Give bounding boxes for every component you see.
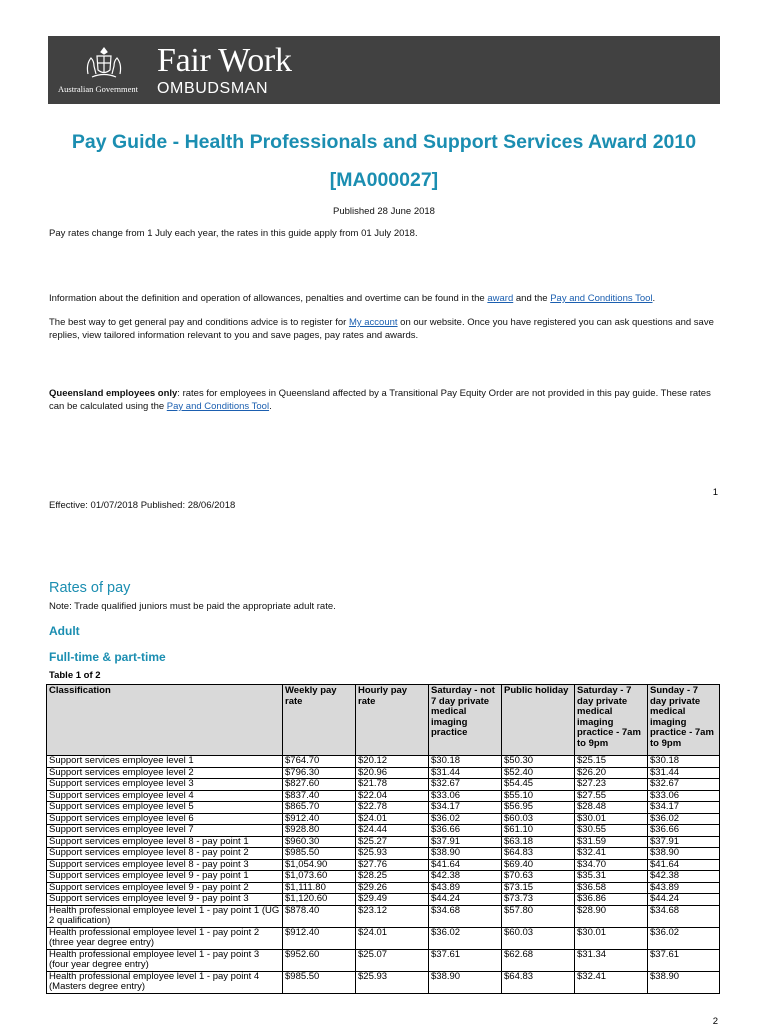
adult-heading: Adult — [49, 624, 80, 638]
cell-saturday-7-day: $28.90 — [575, 905, 648, 927]
cell-public-holiday: $55.10 — [502, 790, 575, 802]
queensland-note: Queensland employees only: rates for employees in Queensland affected by a Transitional Pay Equity Order are not provided in this pay guide. These rates can be calculated using the Pay and Conditions Tool. — [49, 388, 711, 412]
cell-weekly: $912.40 — [283, 813, 356, 825]
cell-hourly: $24.44 — [356, 825, 429, 837]
my-account-link[interactable]: My account — [348, 317, 398, 328]
cell-saturday-7-day: $34.70 — [575, 859, 648, 871]
cell-hourly: $29.26 — [356, 882, 429, 894]
page-number-2: 2 — [712, 1016, 718, 1027]
cell-sunday-7-day: $43.89 — [648, 882, 720, 894]
table-row — [47, 790, 720, 802]
cell-classification: Support services employee level 9 - pay point 2 — [47, 882, 283, 894]
table-row — [47, 859, 720, 871]
cell-classification: Support services employee level 8 - pay point 1 — [47, 836, 283, 848]
cell-hourly: $25.93 — [356, 971, 429, 993]
header-public-holiday: Public holiday — [502, 685, 575, 756]
cell-sunday-7-day: $42.38 — [648, 871, 720, 883]
cell-hourly: $29.49 — [356, 894, 429, 906]
cell-weekly: $1,054.90 — [283, 859, 356, 871]
cell-public-holiday: $73.15 — [502, 882, 575, 894]
header-saturday-not-7-day: Saturday - not 7 day private medical imaging practice — [429, 685, 502, 756]
cell-public-holiday: $60.03 — [502, 927, 575, 949]
cell-classification: Support services employee level 6 — [47, 813, 283, 825]
cell-weekly: $928.80 — [283, 825, 356, 837]
info-paragraph: Information about the definition and operation of allowances, penalties and overtime can be found in the award and the Pay and Conditions Tool. — [49, 293, 656, 304]
cell-hourly: $24.01 — [356, 813, 429, 825]
page-number: 1 — [712, 487, 718, 498]
cell-classification: Support services employee level 2 — [47, 767, 283, 779]
cell-weekly: $985.50 — [283, 848, 356, 860]
fair-work-logo-text: Fair Work — [157, 42, 292, 79]
cell-public-holiday: $62.68 — [502, 949, 575, 971]
cell-saturday-7-day: $25.15 — [575, 756, 648, 768]
table-row — [47, 767, 720, 779]
cell-hourly: $25.93 — [356, 848, 429, 860]
pay-conditions-tool-link[interactable]: Pay and Conditions Tool — [550, 293, 653, 304]
cell-public-holiday: $73.73 — [502, 894, 575, 906]
table-row — [47, 756, 720, 768]
cell-public-holiday: $54.45 — [502, 779, 575, 791]
cell-hourly: $21.78 — [356, 779, 429, 791]
cell-public-holiday: $64.83 — [502, 971, 575, 993]
cell-classification: Health professional employee level 1 - pay point 2 (three year degree entry) — [47, 927, 283, 949]
table-row — [47, 825, 720, 837]
published-date: Published 28 June 2018 — [333, 206, 435, 217]
cell-saturday-7-day: $31.34 — [575, 949, 648, 971]
cell-public-holiday: $56.95 — [502, 802, 575, 814]
cell-saturday-7-day: $32.41 — [575, 848, 648, 860]
fulltime-heading: Full-time & part-time — [49, 650, 166, 664]
table-row — [47, 971, 720, 993]
cell-classification: Health professional employee level 1 - pay point 4 (Masters degree entry) — [47, 971, 283, 993]
juniors-note: Note: Trade qualified juniors must be paid the appropriate adult rate. — [49, 601, 336, 612]
cell-saturday: $37.91 — [429, 836, 502, 848]
document-title: Pay Guide - Health Professionals and Support Services Award 2010 — [71, 131, 697, 153]
cell-saturday-7-day: $26.20 — [575, 767, 648, 779]
cell-weekly: $865.70 — [283, 802, 356, 814]
cell-sunday-7-day: $36.02 — [648, 927, 720, 949]
cell-hourly: $25.27 — [356, 836, 429, 848]
table-row — [47, 871, 720, 883]
cell-saturday: $30.18 — [429, 756, 502, 768]
cell-hourly: $27.76 — [356, 859, 429, 871]
cell-sunday-7-day: $34.68 — [648, 905, 720, 927]
cell-hourly: $20.96 — [356, 767, 429, 779]
cell-saturday-7-day: $27.23 — [575, 779, 648, 791]
cell-sunday-7-day: $31.44 — [648, 767, 720, 779]
cell-weekly: $1,120.60 — [283, 894, 356, 906]
cell-hourly: $28.25 — [356, 871, 429, 883]
header-banner — [48, 36, 720, 104]
coat-of-arms-icon — [82, 44, 126, 82]
table-caption: Table 1 of 2 — [49, 670, 101, 681]
cell-saturday: $36.02 — [429, 813, 502, 825]
cell-public-holiday: $52.40 — [502, 767, 575, 779]
cell-saturday: $43.89 — [429, 882, 502, 894]
cell-classification: Support services employee level 8 - pay point 3 — [47, 859, 283, 871]
cell-saturday: $32.67 — [429, 779, 502, 791]
cell-saturday: $37.61 — [429, 949, 502, 971]
cell-saturday-7-day: $27.55 — [575, 790, 648, 802]
cell-classification: Support services employee level 9 - pay point 1 — [47, 871, 283, 883]
cell-classification: Support services employee level 3 — [47, 779, 283, 791]
cell-weekly: $878.40 — [283, 905, 356, 927]
cell-sunday-7-day: $33.06 — [648, 790, 720, 802]
header-hourly-pay-rate: Hourly pay rate — [356, 685, 429, 756]
cell-saturday: $33.06 — [429, 790, 502, 802]
cell-sunday-7-day: $34.17 — [648, 802, 720, 814]
award-link[interactable]: award — [487, 293, 514, 304]
cell-public-holiday: $70.63 — [502, 871, 575, 883]
rates-of-pay-heading: Rates of pay — [49, 580, 131, 596]
cell-hourly: $23.12 — [356, 905, 429, 927]
cell-saturday: $41.64 — [429, 859, 502, 871]
cell-saturday: $38.90 — [429, 848, 502, 860]
government-label: Australian Government — [58, 84, 139, 94]
cell-saturday: $34.68 — [429, 905, 502, 927]
cell-weekly: $764.70 — [283, 756, 356, 768]
cell-sunday-7-day: $37.91 — [648, 836, 720, 848]
header-sunday-7-day: Sunday - 7 day private medical imaging practice - 7am to 9pm — [648, 685, 720, 756]
cell-weekly: $1,073.60 — [283, 871, 356, 883]
cell-saturday: $34.17 — [429, 802, 502, 814]
header-classification: Classification — [47, 685, 283, 756]
cell-classification: Support services employee level 9 - pay point 3 — [47, 894, 283, 906]
cell-saturday-7-day: $30.55 — [575, 825, 648, 837]
cell-public-holiday: $63.18 — [502, 836, 575, 848]
cell-public-holiday: $60.03 — [502, 813, 575, 825]
table-row — [47, 894, 720, 906]
cell-sunday-7-day: $38.90 — [648, 848, 720, 860]
intro-text: Pay rates change from 1 July each year, the rates in this guide apply from 01 July 2018. — [49, 228, 418, 239]
cell-public-holiday: $64.83 — [502, 848, 575, 860]
cell-hourly: $25.07 — [356, 949, 429, 971]
cell-hourly: $22.04 — [356, 790, 429, 802]
cell-weekly: $952.60 — [283, 949, 356, 971]
cell-sunday-7-day: $30.18 — [648, 756, 720, 768]
cell-weekly: $837.40 — [283, 790, 356, 802]
cell-sunday-7-day: $36.02 — [648, 813, 720, 825]
table-row — [47, 905, 720, 927]
effective-date: Effective: 01/07/2018 Published: 28/06/2018 — [49, 500, 236, 511]
table-row — [47, 848, 720, 860]
cell-saturday-7-day: $36.86 — [575, 894, 648, 906]
cell-weekly: $912.40 — [283, 927, 356, 949]
header-saturday-7-day: Saturday - 7 day private medical imaging practice - 7am to 9pm — [575, 685, 648, 756]
cell-sunday-7-day: $41.64 — [648, 859, 720, 871]
cell-saturday: $42.38 — [429, 871, 502, 883]
cell-classification: Support services employee level 4 — [47, 790, 283, 802]
table-row — [47, 836, 720, 848]
cell-saturday-7-day: $32.41 — [575, 971, 648, 993]
cell-classification: Support services employee level 1 — [47, 756, 283, 768]
cell-sunday-7-day: $38.90 — [648, 971, 720, 993]
cell-public-holiday: $69.40 — [502, 859, 575, 871]
cell-hourly: $20.12 — [356, 756, 429, 768]
table-row — [47, 882, 720, 894]
cell-weekly: $985.50 — [283, 971, 356, 993]
cell-classification: Health professional employee level 1 - pay point 1 (UG 2 qualification) — [47, 905, 283, 927]
cell-saturday: $36.66 — [429, 825, 502, 837]
cell-weekly: $1,111.80 — [283, 882, 356, 894]
pay-conditions-tool-link-2[interactable]: Pay and Conditions Tool — [166, 401, 270, 412]
award-code: [MA000027] — [329, 169, 439, 191]
cell-saturday-7-day: $30.01 — [575, 813, 648, 825]
cell-weekly: $827.60 — [283, 779, 356, 791]
cell-classification: Support services employee level 5 — [47, 802, 283, 814]
header-weekly-pay-rate: Weekly pay rate — [283, 685, 356, 756]
cell-saturday: $38.90 — [429, 971, 502, 993]
cell-saturday-7-day: $31.59 — [575, 836, 648, 848]
cell-sunday-7-day: $44.24 — [648, 894, 720, 906]
cell-sunday-7-day: $36.66 — [648, 825, 720, 837]
cell-classification: Health professional employee level 1 - pay point 3 (four year degree entry) — [47, 949, 283, 971]
pay-rates-table — [46, 684, 720, 994]
ombudsman-logo-text: OMBUDSMAN — [157, 80, 269, 97]
cell-saturday: $36.02 — [429, 927, 502, 949]
cell-sunday-7-day: $32.67 — [648, 779, 720, 791]
cell-sunday-7-day: $37.61 — [648, 949, 720, 971]
cell-saturday-7-day: $36.58 — [575, 882, 648, 894]
cell-saturday: $31.44 — [429, 767, 502, 779]
cell-public-holiday: $50.30 — [502, 756, 575, 768]
advice-paragraph: The best way to get general pay and conditions advice is to register for My account on our website. Once you have registered you can ask questions and save replies, view tailored information relevant to you and save pages, pay rates and awards. — [49, 317, 714, 341]
cell-public-holiday: $61.10 — [502, 825, 575, 837]
cell-hourly: $24.01 — [356, 927, 429, 949]
cell-saturday-7-day: $30.01 — [575, 927, 648, 949]
cell-saturday: $44.24 — [429, 894, 502, 906]
table-row — [47, 949, 720, 971]
table-row — [47, 813, 720, 825]
cell-classification: Support services employee level 7 — [47, 825, 283, 837]
cell-saturday-7-day: $28.48 — [575, 802, 648, 814]
cell-weekly: $796.30 — [283, 767, 356, 779]
table-row — [47, 927, 720, 949]
cell-public-holiday: $57.80 — [502, 905, 575, 927]
cell-classification: Support services employee level 8 - pay point 2 — [47, 848, 283, 860]
table-header-row — [47, 685, 720, 756]
table-row — [47, 779, 720, 791]
cell-saturday-7-day: $35.31 — [575, 871, 648, 883]
cell-hourly: $22.78 — [356, 802, 429, 814]
table-row — [47, 802, 720, 814]
cell-weekly: $960.30 — [283, 836, 356, 848]
